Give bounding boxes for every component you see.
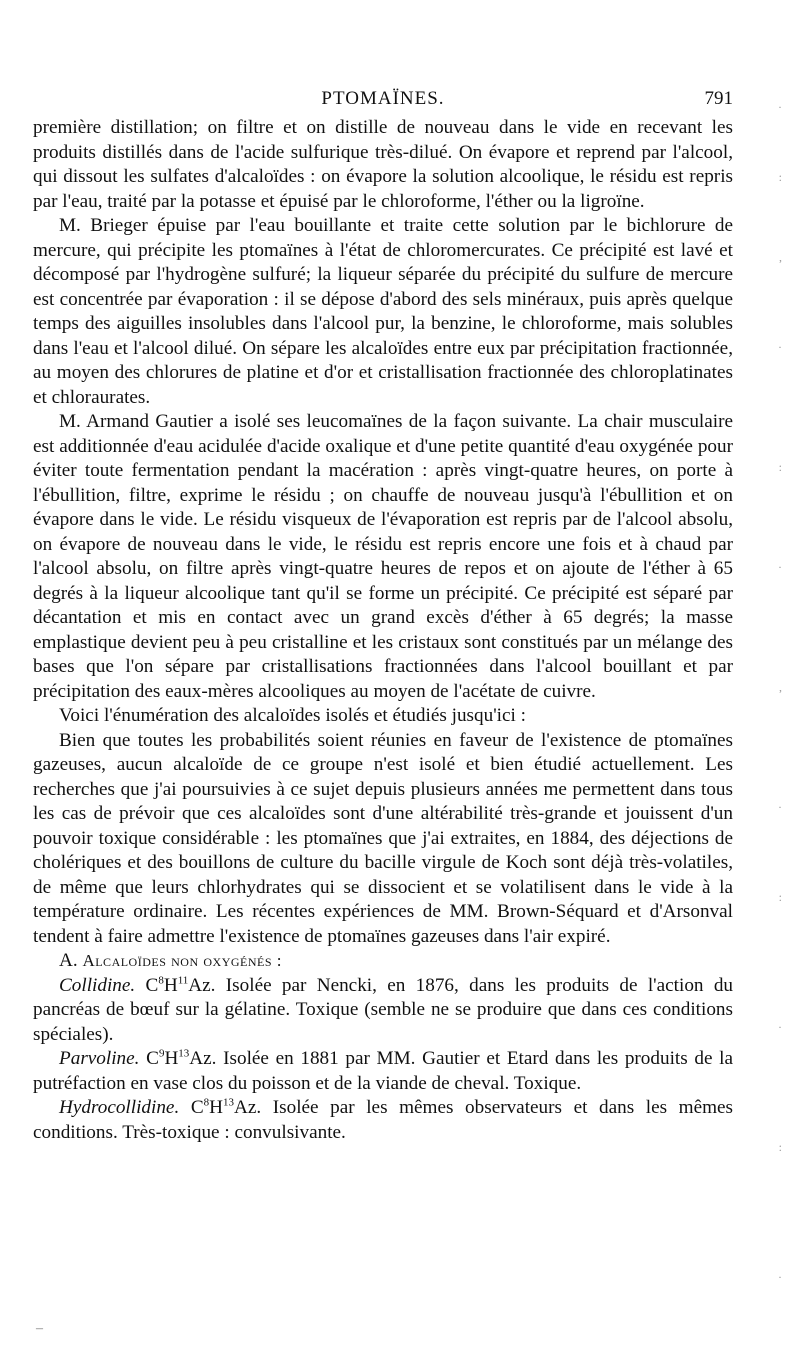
- page-header: [33, 88, 733, 116]
- section-letter: A.: [59, 950, 78, 971]
- entry-name: Parvoline.: [59, 1048, 140, 1069]
- paragraph-continuation: première distillation; on filtre et on distille de nouveau dans le vide en recevant les produits distillés dans de l'acide sulfurique très-dilué. On évapore et reprend par l'alcool, qui dissout les sulfates d'alcaloïdes : on évapore la solution alcoolique, le résidu est repris par l'eau, traité par la potasse et épuisé par le chloroforme, l'éther ou la ligroïne.: [33, 117, 733, 212]
- chemical-formula: $C^8H^{13}Az$.: [190, 1096, 262, 1118]
- body-text: [33, 116, 733, 1145]
- paragraph-enumeration: Voici l'énumération des alcaloïdes isolés et étudiés jusqu'ici :: [59, 705, 526, 726]
- chemical-formula: $C^8H^{11}Az$.: [145, 974, 216, 996]
- document-page: [33, 88, 733, 1145]
- scan-edge-mark: –: [36, 1321, 43, 1336]
- scan-edge-specks: · : , · : · , · : · : ·: [778, 100, 782, 1284]
- entry-collidine: [33, 974, 733, 1048]
- paragraph-brieger: M. Brieger épuise par l'eau bouillante et traite cette solution par le bichlorure de mercure, qui précipite les ptomaïnes à l'état de chloromercurates. Ce précipité est lavé et décomposé par l'hydrogène sulfuré; la liqueur séparée du précipité du sulfure de mercure est concentrée par évaporation : il se dépose d'abord des sels minéraux, puis après quelque temps des aiguilles insolubles dans l'alcool pur, la benzine, le chloroforme, mais solubles dans l'eau et l'alcool dilué. On sépare les alcaloïdes entre eux par précipitation fractionnée, au moyen des chlorures de platine et d'or et cristallisation fractionnée des chloroplatinates et chloraurates.: [33, 215, 733, 408]
- entry-name: Collidine.: [59, 974, 136, 996]
- paragraph-gautier: M. Armand Gautier a isolé ses leucomaïnes de la façon suivante. La chair musculaire est additionnée d'eau acidulée d'acide oxalique et d'une petite quantité d'eau oxygénée pour éviter toute fermentation pendant la macération : après vingt-quatre heures, on porte à l'ébullition, filtre, exprime le résidu ; on chauffe de nouveau jusqu'à l'ébullition et on évapore dans le vide. Le résidu visqueux de l'évaporation est repris par de l'alcool absolu, on évapore de nouveau dans le vide, le résidu est repris encore une fois et à chaud par l'alcool absolu, on filtre après vingt-quatre heures de repos et on ajoute de l'éther à 65 degrés à la liqueur alcoolique tant qu'il se forme un précipité. Ce précipité est séparé par décantation et mis en contact avec un grand excès d'éther à 65 degrés; la masse emplastique devient peu à peu cristalline et les cristaux sont constitués par un mélange des bases que l'on sépare par cristallisations fractionnées dans l'alcool bouillant et par précipitation des eaux-mères alcooliques au moyen de l'acétate de cuivre.: [33, 411, 733, 702]
- section-heading: [33, 949, 733, 974]
- entry-description: Isolée par les mêmes observateurs et dans les mêmes conditions. Très-toxique : convulsivante.: [33, 1097, 733, 1143]
- entry-description: Isolée par Nencki, en 1876, dans les produits de l'action du pancréas de bœuf sur la gélatine. Toxique (semble ne se produire que dans ces conditions spéciales).: [33, 974, 734, 1045]
- running-title: PTOMAÏNES.: [321, 88, 445, 109]
- entry-parvoline: [33, 1047, 733, 1096]
- paragraph-gaseous-ptomaines: Bien que toutes les probabilités soient réunies en faveur de l'existence de ptomaïnes gazeuses, aucun alcaloïde de ce groupe n'est isolé et bien étudié actuellement. Les recherches que j'ai poursuivies à ce sujet depuis plusieurs années me permettent dans tous les cas de prévoir que ces alcaloïdes sont d'une altérabilité très-grande et jouissent d'un pouvoir toxique considérable : les ptomaïnes que j'ai extraites, en 1884, des déjections de cholériques et des bouillons de culture du bacille virgule de Koch sont déjà très-volatiles, de même que leurs chlorhydrates qui se dissocient et se volatilisent dans le vide à la température ordinaire. Les récentes expériences de MM. Brown-Séquard et d'Arsonval tendent à faire admettre l'existence de ptomaïnes gazeuses dans l'air expiré.: [33, 729, 733, 947]
- entry-name: Hydrocollidine.: [59, 1097, 180, 1118]
- section-title: Alcaloïdes non oxygénés :: [82, 951, 283, 970]
- entry-hydrocollidine: [33, 1096, 733, 1145]
- page-number: 791: [704, 88, 733, 109]
- chemical-formula: $C^9H^{13}Az$.: [146, 1047, 217, 1069]
- entry-description: Isolée en 1881 par MM. Gautier et Etard dans les produits de la putréfaction en vase clos du poisson et de la viande de cheval. Toxique.: [33, 1048, 733, 1094]
